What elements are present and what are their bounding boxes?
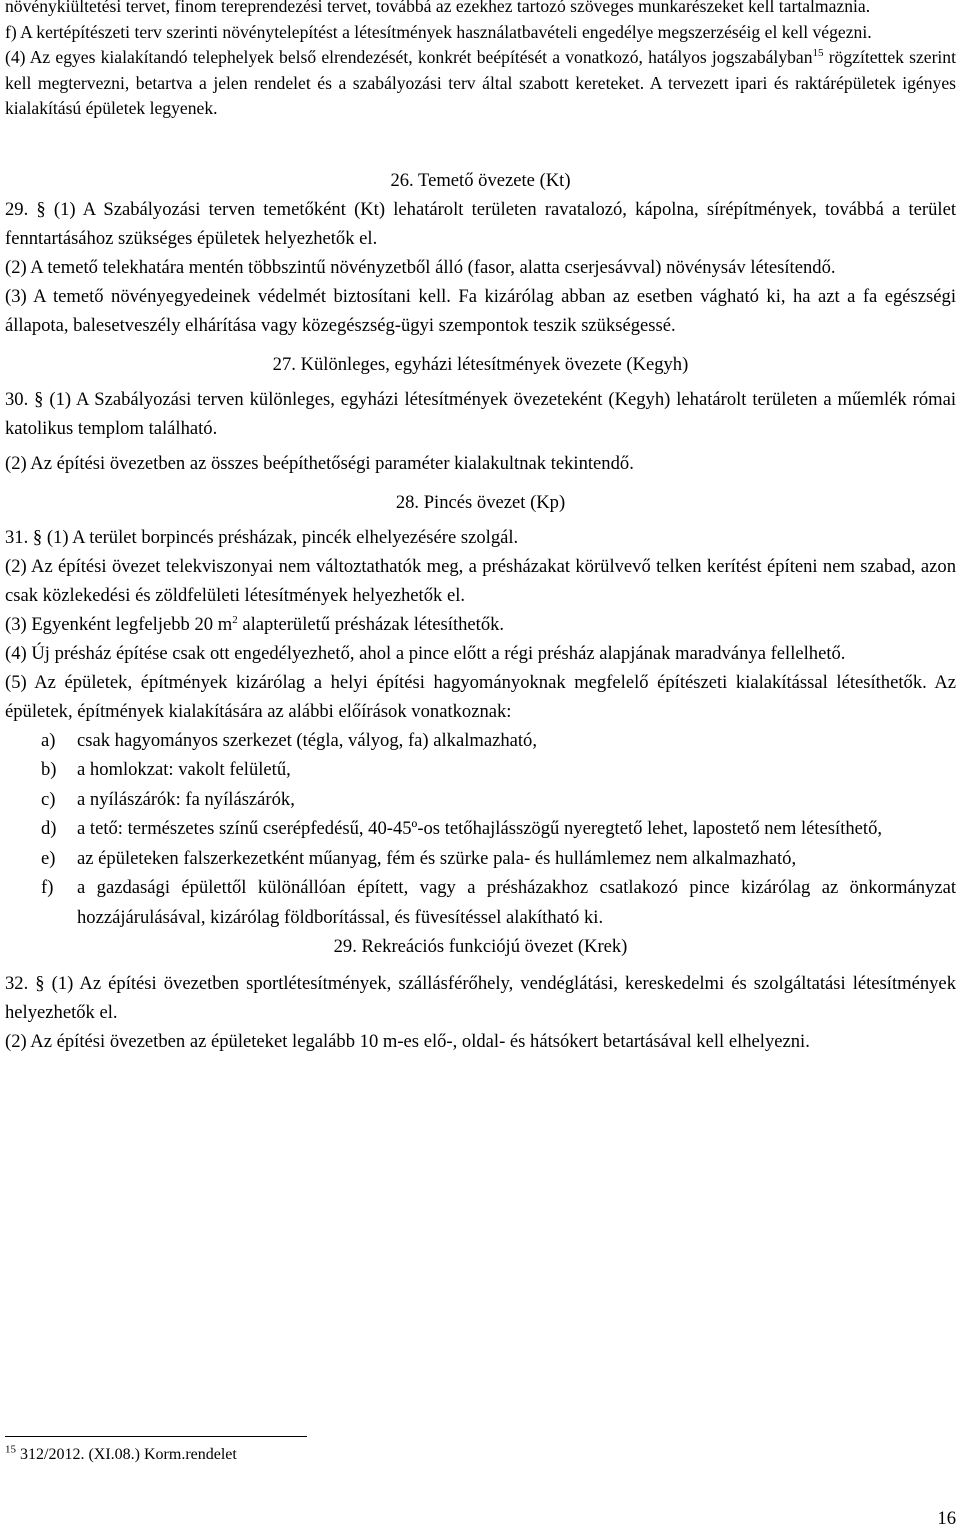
paragraph: (4) Új présház építése csak ott engedélyezhető, ahol a pince előtt a régi présház alapjának maradványa fellelhető.	[5, 642, 846, 664]
spacer	[5, 122, 956, 166]
list-text: az épületeken falszerkezetként műanyag, fém és szürke pala- és hullámlemez nem alkalmazható,	[77, 847, 797, 869]
list-label: d)	[41, 818, 57, 839]
paragraph	[5, 45, 956, 122]
footnote-number: 15	[5, 1443, 16, 1456]
footnote-text: 312/2012. (XI.08.) Korm.rendelet	[16, 1446, 237, 1463]
list-label: e)	[41, 847, 56, 869]
paragraph: növénykiültetési tervet, finom tereprendezési tervet, továbbá az ezekhez tartozó szöveges munkarészeket kell tartalmaznia.	[5, 0, 871, 16]
section-title: 29. Rekreációs funkciójú övezet (Krek)	[333, 936, 628, 957]
paragraph-text: rögzítettek szerint kell megtervezni, betartva a jelen rendelet és a szabályozási terv által szabott kereteket. A tervezett ipari és raktárépületek igényes kialakítású épületek legyenek.	[5, 47, 956, 118]
list-text: csak hagyományos szerkezet (tégla, vályog, fa) alkalmazható,	[77, 729, 537, 751]
list-item	[5, 873, 956, 932]
list-label: c)	[41, 788, 56, 810]
list-label: f)	[41, 877, 54, 898]
list-item	[5, 726, 956, 756]
footnote-divider	[5, 1436, 307, 1437]
paragraph: (2) Az építési övezetben az összes beépíthetőségi paraméter kialakultnak tekintendő.	[5, 452, 634, 474]
list-item	[5, 755, 956, 785]
requirements-list	[5, 726, 956, 933]
paragraph: (2) Az építési övezetben az épületeket legalább 10 m-es elő-, oldal- és hátsókert betartásával kell elhelyezni.	[5, 1031, 810, 1052]
list-text: a homlokzat: vakolt felületű,	[77, 759, 291, 780]
paragraph: (2) Az építési övezet telekviszonyai nem változtathatók meg, a présházakat körülvevő telken kerítést építeni nem szabad, azon csak közlekedési és zöldfelületi létesítmények helyezhetők el.	[5, 555, 956, 606]
section-title: 26. Temető övezete (Kt)	[390, 169, 571, 191]
list-text: a tető: természetes színű cserépfedésű, 40-45º-os tetőhajlásszögű nyeregtető lehet, lapostető nem létesíthető,	[77, 818, 883, 839]
paragraph: 31. § (1) A terület borpincés présházak, pincék elhelyezésére szolgál.	[5, 526, 519, 548]
section-title: 27. Különleges, egyházi létesítmények övezete (Kegyh)	[272, 353, 689, 375]
footnote	[5, 1444, 237, 1466]
paragraph: (2) A temető telekhatára mentén többszintű növényzetből álló (fasor, alatta cserjesávval) növénysáv létesítendő.	[5, 256, 836, 278]
paragraph: (5) Az épületek, építmények kizárólag a helyi építési hagyományoknak megfelelő építészeti kialakítással létesíthetők. Az épületek, építmények kialakítására az alábbi előírások vonatkoznak:	[5, 671, 956, 722]
list-item	[5, 844, 956, 874]
paragraph-text: (4) Az egyes kialakítandó telephelyek belső elrendezését, konkrét beépítését a vonatkozó, hatályos jogszabályban	[5, 47, 813, 67]
page-number: 16	[937, 1508, 956, 1529]
list-text: a gazdasági épülettől különállóan épített, vagy a présházakhoz csatlakozó pince kizárólag az önkormányzat hozzájárulásával, kizárólag földborítással, és füvesítéssel alakítható ki.	[77, 877, 956, 928]
section-title: 28. Pincés övezet (Kp)	[395, 491, 566, 513]
list-label: b)	[41, 759, 57, 780]
list-item	[5, 785, 956, 815]
paragraph: 29. § (1) A Szabályozási terven temetőként (Kt) lehatárolt területen ravatalozó, kápolna, sírépítmények, továbbá a terület fenntartásához szükséges épületek helyezhetők el.	[5, 198, 956, 249]
paragraph: 30. § (1) A Szabályozási terven különleges, egyházi létesítmények övezeteként (Kegyh) lehatárolt területen a műemlék római katolikus templom található.	[5, 388, 956, 439]
footnote-ref: 15	[812, 47, 824, 60]
paragraph: f) A kertépítészeti terv szerinti növénytelepítést a létesítmények használatbavételi engedélye megszerzéséig el kell végezni.	[5, 21, 872, 42]
paragraph: (3) A temető növényegyedeinek védelmét biztosítani kell. Fa kizárólag abban az esetben vágható ki, ha azt a fa egészségi állapota, balesetveszély elhárítása vagy közegészség-ügyi szempontok teszik szükségessé.	[5, 285, 956, 336]
list-text: a nyílászárók: fa nyílászárók,	[77, 788, 295, 810]
paragraph	[5, 610, 956, 639]
list-label: a)	[41, 729, 56, 751]
document-page	[5, 0, 956, 1056]
list-item	[5, 814, 956, 844]
paragraph-text: alapterületű présházak létesíthetők.	[237, 613, 505, 635]
paragraph: 32. § (1) Az építési övezetben sportlétesítmények, szállásférőhely, vendéglátási, kereskedelmi és szolgáltatási létesítmények helyezhetők el.	[5, 973, 956, 1023]
paragraph-text: (3) Egyenként legfeljebb 20 m	[5, 613, 233, 635]
superscript: 2	[232, 613, 238, 626]
